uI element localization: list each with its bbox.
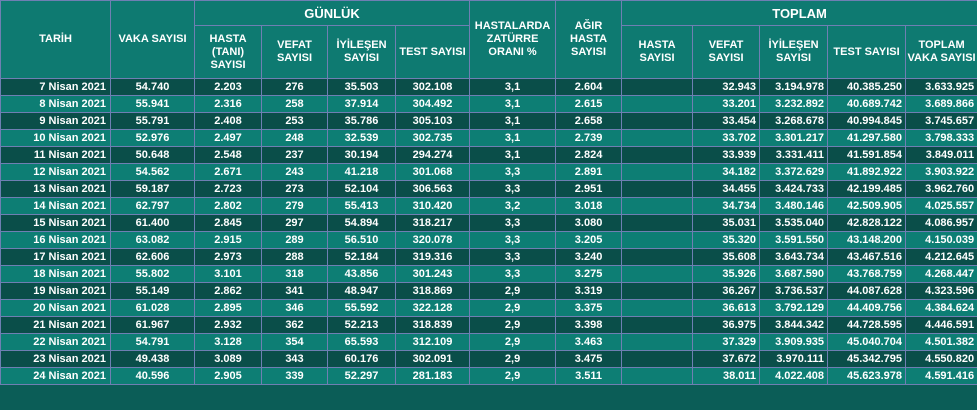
table-cell: 3.480.146 bbox=[760, 198, 828, 215]
table-cell: 3,1 bbox=[470, 79, 556, 96]
table-cell: 43.856 bbox=[328, 266, 396, 283]
table-cell: 2.658 bbox=[556, 113, 622, 130]
table-cell: 248 bbox=[262, 130, 328, 147]
table-cell: 33.702 bbox=[693, 130, 760, 147]
table-cell: 3,3 bbox=[470, 249, 556, 266]
table-cell: 54.740 bbox=[111, 79, 195, 96]
table-cell: 55.802 bbox=[111, 266, 195, 283]
table-cell: 2.497 bbox=[195, 130, 262, 147]
table-cell: 3.101 bbox=[195, 266, 262, 283]
table-cell bbox=[622, 181, 693, 198]
table-cell bbox=[622, 317, 693, 334]
table-cell: 15 Nisan 2021 bbox=[1, 215, 111, 232]
table-cell: 2,9 bbox=[470, 283, 556, 300]
table-cell: 40.689.742 bbox=[828, 96, 906, 113]
table-cell: 3.591.550 bbox=[760, 232, 828, 249]
table-cell: 52.297 bbox=[328, 368, 396, 385]
table-cell: 243 bbox=[262, 164, 328, 181]
table-cell: 2.951 bbox=[556, 181, 622, 198]
header-total-recovered: İYİLEŞEN SAYISI bbox=[760, 26, 828, 79]
table-cell: 21 Nisan 2021 bbox=[1, 317, 111, 334]
table-cell: 3.903.922 bbox=[906, 164, 977, 181]
table-cell: 3,3 bbox=[470, 181, 556, 198]
table-cell bbox=[622, 164, 693, 181]
table-cell: 3.080 bbox=[556, 215, 622, 232]
table-cell: 36.975 bbox=[693, 317, 760, 334]
table-cell: 37.672 bbox=[693, 351, 760, 368]
table-cell: 305.103 bbox=[396, 113, 470, 130]
table-cell: 2.671 bbox=[195, 164, 262, 181]
table-cell: 4.022.408 bbox=[760, 368, 828, 385]
table-row bbox=[1, 215, 977, 232]
table-cell: 3,3 bbox=[470, 266, 556, 283]
table-cell: 12 Nisan 2021 bbox=[1, 164, 111, 181]
table-cell bbox=[622, 266, 693, 283]
table-cell: 2,9 bbox=[470, 368, 556, 385]
table-row bbox=[1, 368, 977, 385]
table-cell: 4.150.039 bbox=[906, 232, 977, 249]
table-cell: 258 bbox=[262, 96, 328, 113]
table-cell: 40.385.250 bbox=[828, 79, 906, 96]
table-cell: 2.203 bbox=[195, 79, 262, 96]
table-cell: 42.509.905 bbox=[828, 198, 906, 215]
table-cell: 2.408 bbox=[195, 113, 262, 130]
table-cell: 9 Nisan 2021 bbox=[1, 113, 111, 130]
table-cell bbox=[622, 334, 693, 351]
table-cell bbox=[622, 215, 693, 232]
table-cell bbox=[622, 198, 693, 215]
table-cell: 3.745.657 bbox=[906, 113, 977, 130]
table-cell: 3.205 bbox=[556, 232, 622, 249]
header-daily-recovered: İYİLEŞEN SAYISI bbox=[328, 26, 396, 79]
table-cell: 60.176 bbox=[328, 351, 396, 368]
table-cell bbox=[622, 283, 693, 300]
table-cell: 3.849.011 bbox=[906, 147, 977, 164]
table-cell: 3.511 bbox=[556, 368, 622, 385]
table-cell: 2.723 bbox=[195, 181, 262, 198]
table-cell: 22 Nisan 2021 bbox=[1, 334, 111, 351]
table-cell: 55.592 bbox=[328, 300, 396, 317]
table-cell: 54.894 bbox=[328, 215, 396, 232]
table-cell: 41.297.580 bbox=[828, 130, 906, 147]
table-cell: 4.212.645 bbox=[906, 249, 977, 266]
table-cell: 3.475 bbox=[556, 351, 622, 368]
table-cell: 2.905 bbox=[195, 368, 262, 385]
table-cell: 55.941 bbox=[111, 96, 195, 113]
table-cell: 41.892.922 bbox=[828, 164, 906, 181]
table-cell: 34.734 bbox=[693, 198, 760, 215]
table-cell: 2,9 bbox=[470, 351, 556, 368]
table-body bbox=[1, 79, 977, 385]
table-cell: 2.824 bbox=[556, 147, 622, 164]
table-cell: 2,9 bbox=[470, 334, 556, 351]
table-cell: 304.492 bbox=[396, 96, 470, 113]
table-cell: 62.606 bbox=[111, 249, 195, 266]
table-cell: 35.031 bbox=[693, 215, 760, 232]
table-row bbox=[1, 79, 977, 96]
table-cell: 62.797 bbox=[111, 198, 195, 215]
table-cell: 36.613 bbox=[693, 300, 760, 317]
table-cell: 253 bbox=[262, 113, 328, 130]
table-cell: 3.970.111 bbox=[760, 351, 828, 368]
table-cell: 2.891 bbox=[556, 164, 622, 181]
table-cell: 35.786 bbox=[328, 113, 396, 130]
header-pneumonia-rate: HASTALARDA ZATÜRRE ORANI % bbox=[470, 1, 556, 79]
table-row bbox=[1, 283, 977, 300]
table-cell: 17 Nisan 2021 bbox=[1, 249, 111, 266]
table-cell: 3.798.333 bbox=[906, 130, 977, 147]
table-cell: 56.510 bbox=[328, 232, 396, 249]
table-cell: 3,1 bbox=[470, 130, 556, 147]
table-cell: 18 Nisan 2021 bbox=[1, 266, 111, 283]
table-row bbox=[1, 113, 977, 130]
table-row bbox=[1, 300, 977, 317]
table-cell: 4.384.624 bbox=[906, 300, 977, 317]
table-cell: 289 bbox=[262, 232, 328, 249]
table-row bbox=[1, 198, 977, 215]
header-severe-patients: AĞIR HASTA SAYISI bbox=[556, 1, 622, 79]
table-cell: 41.591.854 bbox=[828, 147, 906, 164]
table-cell: 34.455 bbox=[693, 181, 760, 198]
table-cell: 362 bbox=[262, 317, 328, 334]
table-cell: 19 Nisan 2021 bbox=[1, 283, 111, 300]
table-row bbox=[1, 96, 977, 113]
table-cell: 310.420 bbox=[396, 198, 470, 215]
table-cell: 14 Nisan 2021 bbox=[1, 198, 111, 215]
table-cell: 302.735 bbox=[396, 130, 470, 147]
table-cell: 339 bbox=[262, 368, 328, 385]
table-cell: 3.089 bbox=[195, 351, 262, 368]
header-total-patients: HASTA SAYISI bbox=[622, 26, 693, 79]
table-cell: 3.736.537 bbox=[760, 283, 828, 300]
table-cell bbox=[622, 113, 693, 130]
table-cell: 4.591.416 bbox=[906, 368, 977, 385]
header-total-deaths: VEFAT SAYISI bbox=[693, 26, 760, 79]
table-cell: 24 Nisan 2021 bbox=[1, 368, 111, 385]
table-cell: 281.183 bbox=[396, 368, 470, 385]
table-cell: 297 bbox=[262, 215, 328, 232]
table-cell: 45.040.704 bbox=[828, 334, 906, 351]
table-cell bbox=[622, 232, 693, 249]
table-cell: 65.593 bbox=[328, 334, 396, 351]
table-cell: 318.869 bbox=[396, 283, 470, 300]
table-cell: 30.194 bbox=[328, 147, 396, 164]
table-cell: 52.184 bbox=[328, 249, 396, 266]
table-cell: 41.218 bbox=[328, 164, 396, 181]
table-cell: 59.187 bbox=[111, 181, 195, 198]
table-cell: 301.243 bbox=[396, 266, 470, 283]
table-cell: 3.018 bbox=[556, 198, 622, 215]
table-cell: 3.633.925 bbox=[906, 79, 977, 96]
table-cell: 61.400 bbox=[111, 215, 195, 232]
table-cell: 4.501.382 bbox=[906, 334, 977, 351]
header-case-count: VAKA SAYISI bbox=[111, 1, 195, 79]
table-cell: 2.316 bbox=[195, 96, 262, 113]
table-cell: 35.320 bbox=[693, 232, 760, 249]
table-cell: 3.301.217 bbox=[760, 130, 828, 147]
table-cell: 2.615 bbox=[556, 96, 622, 113]
table-row bbox=[1, 147, 977, 164]
table-cell: 3.268.678 bbox=[760, 113, 828, 130]
table-cell: 302.108 bbox=[396, 79, 470, 96]
table-cell: 354 bbox=[262, 334, 328, 351]
header-daily-patients: HASTA (TANI) SAYISI bbox=[195, 26, 262, 79]
table-cell: 306.563 bbox=[396, 181, 470, 198]
table-cell: 40.596 bbox=[111, 368, 195, 385]
table-cell: 45.342.795 bbox=[828, 351, 906, 368]
header-daily-tests: TEST SAYISI bbox=[396, 26, 470, 79]
table-cell: 61.967 bbox=[111, 317, 195, 334]
table-cell: 3.962.760 bbox=[906, 181, 977, 198]
table-cell: 276 bbox=[262, 79, 328, 96]
table-cell: 2.932 bbox=[195, 317, 262, 334]
table-cell: 4.323.596 bbox=[906, 283, 977, 300]
table-cell: 8 Nisan 2021 bbox=[1, 96, 111, 113]
table-cell: 3,2 bbox=[470, 198, 556, 215]
table-row bbox=[1, 266, 977, 283]
table-cell: 3.643.734 bbox=[760, 249, 828, 266]
table-cell: 10 Nisan 2021 bbox=[1, 130, 111, 147]
table-cell: 55.413 bbox=[328, 198, 396, 215]
table-cell: 45.623.978 bbox=[828, 368, 906, 385]
table-cell: 2.862 bbox=[195, 283, 262, 300]
table-cell: 3.372.629 bbox=[760, 164, 828, 181]
table-cell: 3,3 bbox=[470, 164, 556, 181]
header-daily-deaths: VEFAT SAYISI bbox=[262, 26, 328, 79]
header-date: TARİH bbox=[1, 1, 111, 79]
table-cell: 3.240 bbox=[556, 249, 622, 266]
table-cell: 3.275 bbox=[556, 266, 622, 283]
table-cell: 4.550.820 bbox=[906, 351, 977, 368]
table-cell: 319.316 bbox=[396, 249, 470, 266]
table-cell: 35.503 bbox=[328, 79, 396, 96]
table-cell: 52.976 bbox=[111, 130, 195, 147]
table-cell: 23 Nisan 2021 bbox=[1, 351, 111, 368]
table-cell: 3.689.866 bbox=[906, 96, 977, 113]
table-cell: 4.268.447 bbox=[906, 266, 977, 283]
table-cell: 33.454 bbox=[693, 113, 760, 130]
table-cell: 63.082 bbox=[111, 232, 195, 249]
table-cell: 2.973 bbox=[195, 249, 262, 266]
table-cell: 279 bbox=[262, 198, 328, 215]
table-cell: 13 Nisan 2021 bbox=[1, 181, 111, 198]
table-cell: 3.398 bbox=[556, 317, 622, 334]
table-cell: 61.028 bbox=[111, 300, 195, 317]
table-cell: 38.011 bbox=[693, 368, 760, 385]
table-cell: 42.828.122 bbox=[828, 215, 906, 232]
table-cell: 44.087.628 bbox=[828, 283, 906, 300]
table-cell: 40.994.845 bbox=[828, 113, 906, 130]
table-cell: 3.463 bbox=[556, 334, 622, 351]
header-total-tests: TEST SAYISI bbox=[828, 26, 906, 79]
table-cell: 322.128 bbox=[396, 300, 470, 317]
table-cell: 288 bbox=[262, 249, 328, 266]
table-cell: 2,9 bbox=[470, 300, 556, 317]
table-cell: 318.217 bbox=[396, 215, 470, 232]
table-cell: 3.792.129 bbox=[760, 300, 828, 317]
table-cell: 37.914 bbox=[328, 96, 396, 113]
table-cell: 44.409.756 bbox=[828, 300, 906, 317]
table-cell bbox=[622, 249, 693, 266]
table-cell: 2.548 bbox=[195, 147, 262, 164]
header-total-group: TOPLAM bbox=[622, 1, 977, 26]
table-row bbox=[1, 249, 977, 266]
table-cell: 36.267 bbox=[693, 283, 760, 300]
table-cell: 3.331.411 bbox=[760, 147, 828, 164]
table-cell: 312.109 bbox=[396, 334, 470, 351]
table-cell: 54.562 bbox=[111, 164, 195, 181]
table-cell: 49.438 bbox=[111, 351, 195, 368]
table-cell: 35.608 bbox=[693, 249, 760, 266]
table-cell: 3.424.733 bbox=[760, 181, 828, 198]
table-cell: 3.687.590 bbox=[760, 266, 828, 283]
table-cell: 301.068 bbox=[396, 164, 470, 181]
table-row bbox=[1, 164, 977, 181]
table-cell: 320.078 bbox=[396, 232, 470, 249]
table-cell: 3,1 bbox=[470, 96, 556, 113]
table-cell: 50.648 bbox=[111, 147, 195, 164]
table-cell: 3.232.892 bbox=[760, 96, 828, 113]
table-cell: 42.199.485 bbox=[828, 181, 906, 198]
table-cell: 4.446.591 bbox=[906, 317, 977, 334]
table-cell: 55.791 bbox=[111, 113, 195, 130]
table-cell bbox=[622, 96, 693, 113]
table-row bbox=[1, 181, 977, 198]
table-cell: 3.844.342 bbox=[760, 317, 828, 334]
table-cell: 318.839 bbox=[396, 317, 470, 334]
table-cell: 237 bbox=[262, 147, 328, 164]
table-cell bbox=[622, 130, 693, 147]
table-cell bbox=[622, 368, 693, 385]
table-cell: 37.329 bbox=[693, 334, 760, 351]
table-row bbox=[1, 130, 977, 147]
table-cell: 43.148.200 bbox=[828, 232, 906, 249]
table-cell: 2.739 bbox=[556, 130, 622, 147]
table-cell: 32.539 bbox=[328, 130, 396, 147]
table-cell: 273 bbox=[262, 181, 328, 198]
table-cell bbox=[622, 147, 693, 164]
table-cell: 3,1 bbox=[470, 147, 556, 164]
table-cell: 3.319 bbox=[556, 283, 622, 300]
table-cell: 4.086.957 bbox=[906, 215, 977, 232]
table-cell: 3.128 bbox=[195, 334, 262, 351]
table-cell: 4.025.557 bbox=[906, 198, 977, 215]
table-cell: 2.895 bbox=[195, 300, 262, 317]
table-row bbox=[1, 232, 977, 249]
table-cell: 54.791 bbox=[111, 334, 195, 351]
table-cell: 2,9 bbox=[470, 317, 556, 334]
table-cell: 32.943 bbox=[693, 79, 760, 96]
table-cell: 341 bbox=[262, 283, 328, 300]
table-cell: 3.909.935 bbox=[760, 334, 828, 351]
table-row bbox=[1, 334, 977, 351]
table-cell: 294.274 bbox=[396, 147, 470, 164]
table-cell: 34.182 bbox=[693, 164, 760, 181]
table-cell: 33.939 bbox=[693, 147, 760, 164]
table-cell: 11 Nisan 2021 bbox=[1, 147, 111, 164]
table-cell: 302.091 bbox=[396, 351, 470, 368]
table-row bbox=[1, 317, 977, 334]
table-cell: 343 bbox=[262, 351, 328, 368]
table-cell: 35.926 bbox=[693, 266, 760, 283]
table-cell bbox=[622, 351, 693, 368]
table-cell: 3.375 bbox=[556, 300, 622, 317]
table-cell: 3.535.040 bbox=[760, 215, 828, 232]
table-cell: 2.845 bbox=[195, 215, 262, 232]
header-daily-group: GÜNLÜK bbox=[195, 1, 470, 26]
table-cell: 318 bbox=[262, 266, 328, 283]
table-row bbox=[1, 351, 977, 368]
table-cell: 20 Nisan 2021 bbox=[1, 300, 111, 317]
table-cell: 2.604 bbox=[556, 79, 622, 96]
table-cell: 52.104 bbox=[328, 181, 396, 198]
table-cell: 55.149 bbox=[111, 283, 195, 300]
table-cell: 346 bbox=[262, 300, 328, 317]
header-total-cases: TOPLAM VAKA SAYISI bbox=[906, 26, 977, 79]
table-cell: 7 Nisan 2021 bbox=[1, 79, 111, 96]
table-cell: 44.728.595 bbox=[828, 317, 906, 334]
table-cell: 52.213 bbox=[328, 317, 396, 334]
table-cell bbox=[622, 300, 693, 317]
table-cell: 43.467.516 bbox=[828, 249, 906, 266]
table-cell: 3,1 bbox=[470, 113, 556, 130]
table-cell: 2.915 bbox=[195, 232, 262, 249]
table-cell bbox=[622, 79, 693, 96]
table-cell: 3,3 bbox=[470, 232, 556, 249]
table-cell: 33.201 bbox=[693, 96, 760, 113]
table-cell: 16 Nisan 2021 bbox=[1, 232, 111, 249]
table-cell: 43.768.759 bbox=[828, 266, 906, 283]
table-cell: 3.194.978 bbox=[760, 79, 828, 96]
table-cell: 2.802 bbox=[195, 198, 262, 215]
table-cell: 3,3 bbox=[470, 215, 556, 232]
table-cell: 48.947 bbox=[328, 283, 396, 300]
